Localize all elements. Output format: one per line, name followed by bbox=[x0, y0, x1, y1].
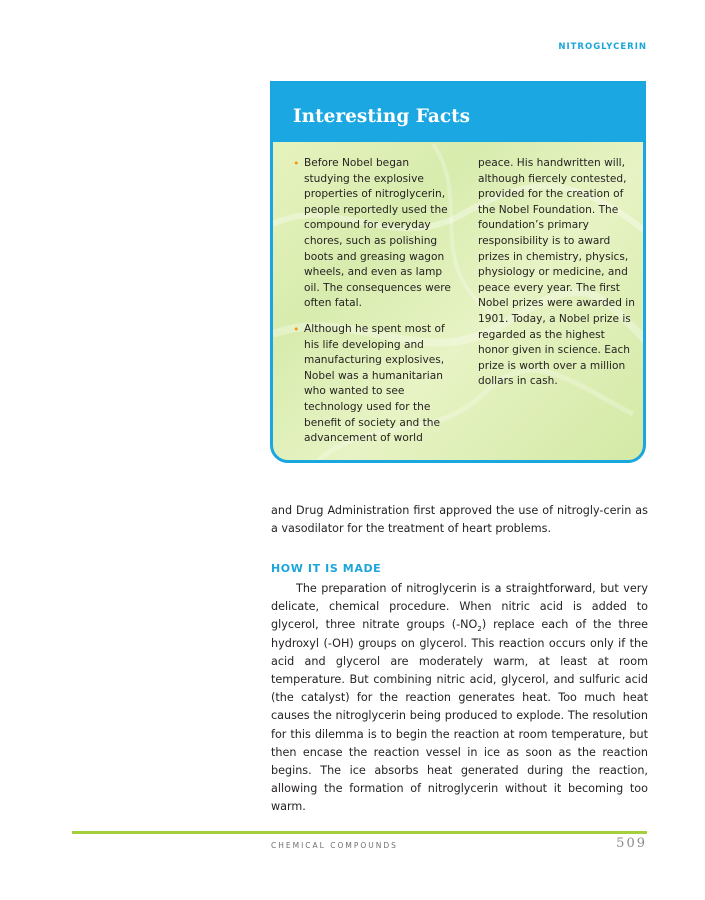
footer-label: CHEMICAL COMPOUNDS bbox=[271, 841, 398, 850]
footer-rule bbox=[72, 831, 647, 834]
page-number: 509 bbox=[616, 836, 647, 851]
interesting-facts-box bbox=[270, 81, 646, 463]
facts-column-right bbox=[478, 156, 638, 390]
running-head: NITROGLYCERIN bbox=[558, 42, 647, 52]
main-paragraph bbox=[271, 580, 648, 817]
fact-text-2b: peace. His handwritten will, although fiercely contested, provided for the creation of the Nobel Foundation. The foundation’s primary responsibility is to award prizes in chemistry, physics, physiology or medicine, and peace every year. The first Nobel prizes were awarded in 1901. Today, a Nobel prize is regarded as the highest honor given in science. Each prize is worth over a million dollars in cash. bbox=[478, 157, 635, 388]
fact-text-1: Before Nobel began studying the explosive properties of nitroglycerin, people reportedly used the compound for everyday chores, such as polishing boots and greasing wagon wheels, and even as lamp oil. The consequences were often fatal. bbox=[304, 157, 451, 310]
fact-item bbox=[293, 156, 454, 312]
section-heading: HOW IT IS MADE bbox=[271, 562, 382, 575]
bullet-icon: • bbox=[293, 322, 300, 336]
continuation-text: and Drug Administration first approved the use of nitrogly-cerin as a vasodilator for the treatment of heart problems. bbox=[271, 504, 648, 536]
fact-item bbox=[293, 322, 454, 447]
bullet-icon: • bbox=[293, 157, 300, 170]
subscript-2: 2 bbox=[477, 625, 482, 634]
facts-title: Interesting Facts bbox=[293, 106, 471, 127]
continuation-paragraph bbox=[271, 502, 648, 538]
main-text-1: The preparation of nitroglycerin is a straightforward, but very delicate, chemical procedure. When nitric acid is added to glycerol, three nitrate groups (-NO bbox=[271, 582, 648, 632]
main-text-2: ) replace each of the three hydroxyl (-OH) groups on glycerol. This reaction occurs only if the acid and glycerol are moderately warm, at least at room temperature. But combining nitric acid, glycerol, and sulfuric acid (the catalyst) for the reaction generates heat. Too much heat causes the nitroglycerin being produced to explode. The resolution for this dilemma is to begin the reaction at room temperature, but then encase the reaction vessel in ice as soon as the reaction begins. The ice absorbs heat generated during the reaction, allowing the formation of nitroglycerin without it becoming too warm. bbox=[271, 618, 648, 814]
fact-text-2a: Although he spent most of his life developing and manufacturing explosives, Nobel was a humanitarian who wanted to see technology used for the benefit of society and the advancement of world bbox=[304, 322, 445, 445]
facts-column-left bbox=[293, 156, 454, 457]
